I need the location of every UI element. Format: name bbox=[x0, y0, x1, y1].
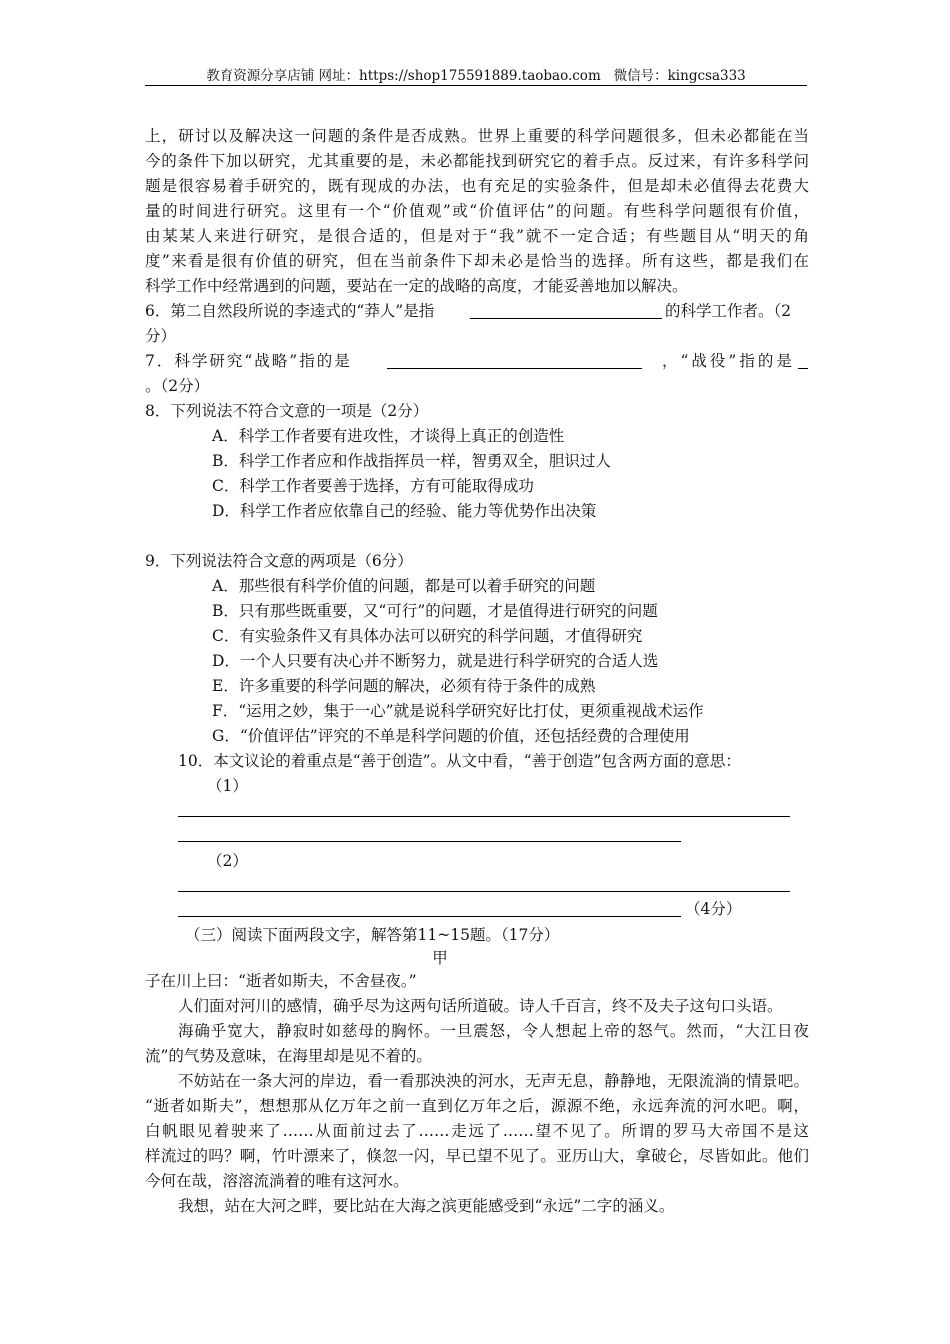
passage2-line: 白帆眼见着驶来了……从面前过去了……走远了……望不见了。所谓的罗马大帝国不是这 bbox=[145, 1122, 809, 1140]
header-rule bbox=[145, 85, 807, 86]
question-9-option[interactable]: C．有实验条件又有具体办法可以研究的科学问题，才值得研究 bbox=[212, 627, 643, 645]
question-8-stem: 8．下列说法不符合文意的一项是（2分） bbox=[145, 402, 429, 420]
question-10-part-2-line-2[interactable] bbox=[178, 916, 681, 917]
question-6-answer-blank[interactable] bbox=[470, 318, 662, 319]
question-8-option[interactable]: A．科学工作者要有进攻性，才谈得上真正的创造性 bbox=[212, 427, 565, 445]
passage-line: 度”来看是很有价值的研究，但在当前条件下却未必是恰当的选择。所有这些，都是我们在 bbox=[145, 252, 809, 270]
question-10-score: （4分） bbox=[685, 900, 742, 918]
passage2-line: 我想，站在大河之畔，要比站在大海之滨更能感受到“永远”二字的涵义。 bbox=[178, 1197, 675, 1215]
section-3-heading: （三）阅读下面两段文字，解答第11~15题。（17分） bbox=[185, 926, 560, 944]
question-9-stem: 9．下列说法符合文意的两项是（6分） bbox=[145, 552, 413, 570]
question-9-option[interactable]: D．一个人只要有决心并不断努力，就是进行科学研究的合适人选 bbox=[212, 652, 659, 670]
question-7-strategy-blank[interactable] bbox=[387, 368, 642, 369]
question-6-text-c: 分） bbox=[145, 327, 177, 345]
header-wechat: 微信号：kingcsa333 bbox=[613, 68, 746, 84]
question-7-text-a: 7．科学研究“战略”指的是 bbox=[145, 352, 352, 370]
question-8-option[interactable]: B．科学工作者应和作战指挥员一样，智勇双全，胆识过人 bbox=[212, 452, 611, 470]
question-10-part-1-line-1[interactable] bbox=[178, 816, 790, 817]
passage-line: 由某某人来进行研究，是很合适的，但是对于“我”就不一定合适；有些题目从“明天的角 bbox=[145, 227, 809, 245]
question-7-text-b: ，“战役”指的是 bbox=[662, 352, 795, 370]
section-3-sub-heading: 甲 bbox=[432, 949, 448, 967]
header-url: 网址：https://shop175591889.taobao.com bbox=[318, 68, 601, 84]
passage2-line: 样流过的吗？啊，竹叶漂来了，倏忽一闪，早已望不见了。亚历山大，拿破仑，尽皆如此。他们 bbox=[145, 1147, 809, 1165]
passage-line: 量的时间进行研究。这里有一个“价值观”或“价值评估”的问题。有些科学问题很有价值， bbox=[145, 202, 809, 220]
passage2-line: 不妨站在一条大河的岸边，看一看那泱泱的河水，无声无息，静静地，无限流淌的情景吧。 bbox=[178, 1072, 809, 1090]
question-10-part-1-label: （1） bbox=[207, 777, 248, 795]
question-6-text-a: 6．第二自然段所说的李逵式的“莽人”是指 bbox=[145, 302, 435, 320]
question-10-part-1-line-2[interactable] bbox=[178, 841, 681, 842]
question-10-stem: 10．本文议论的着重点是“善于创造”。从文中看，“善于创造”包含两方面的意思： bbox=[178, 752, 741, 770]
question-9-option[interactable]: E．许多重要的科学问题的解决，必须有待于条件的成熟 bbox=[212, 677, 596, 695]
passage2-line: 今何在哉，溶溶流淌着的唯有这河水。 bbox=[145, 1172, 409, 1190]
question-9-option[interactable]: G．“价值评估”评究的不单是科学问题的价值，还包括经费的合理使用 bbox=[212, 727, 690, 745]
question-10-part-2-line-1[interactable] bbox=[178, 891, 790, 892]
question-9-option[interactable]: B．只有那些既重要，又“可行”的问题，才是值得进行研究的问题 bbox=[212, 602, 658, 620]
passage2-line: 人们面对河川的感情，确乎尽为这两句话所道破。诗人千百言，终不及夫子这句口头语。 bbox=[178, 997, 783, 1015]
question-10-part-2-label: （2） bbox=[207, 852, 248, 870]
passage2-line: “逝者如斯夫”，想想那从亿万年之前一直到亿万年之后，源源不绝，永远奔流的河水吧。啊， bbox=[145, 1097, 809, 1115]
passage-line: 科学工作中经常遇到的问题，要站在一定的战略的高度，才能妥善地加以解决。 bbox=[145, 277, 688, 295]
page-header bbox=[145, 64, 807, 84]
header-shop: 教育资源分享店铺 bbox=[206, 68, 315, 84]
passage-line: 题是很容易着手研究的，既有现成的办法，也有充足的实验条件，但是却未必值得去花费大 bbox=[145, 177, 809, 195]
passage-line: 上，研讨以及解决这一问题的条件是否成熟。世界上重要的科学问题很多，但未必都能在当 bbox=[145, 127, 809, 145]
question-6-text-b: 的科学工作者。（2 bbox=[665, 302, 792, 320]
passage-line: 今的条件下加以研究，尤其重要的是，未必都能找到研究它的着手点。反过来，有许多科学问 bbox=[145, 152, 809, 170]
question-9-option[interactable]: A．那些很有科学价值的问题，都是可以着手研究的问题 bbox=[212, 577, 596, 595]
question-7-campaign-blank[interactable] bbox=[798, 368, 808, 369]
passage2-line: 子在川上曰：“逝者如斯夫，不舍昼夜。” bbox=[145, 972, 417, 990]
passage2-line: 流”的气势及意味，在海里却是见不着的。 bbox=[145, 1047, 432, 1065]
question-8-option[interactable]: D．科学工作者应依靠自己的经验、能力等优势作出决策 bbox=[212, 502, 597, 520]
question-9-option[interactable]: F．“运用之妙，集于一心”就是说科学研究好比打仗，更须重视战术运作 bbox=[212, 702, 704, 720]
passage2-line: 海确乎宽大，静寂时如慈母的胸怀。一旦震怒，令人想起上帝的怒气。然而，“大江日夜 bbox=[178, 1022, 809, 1040]
question-7-text-c: 。（2分） bbox=[145, 377, 210, 395]
question-8-option[interactable]: C．科学工作者要善于选择，方有可能取得成功 bbox=[212, 477, 534, 495]
